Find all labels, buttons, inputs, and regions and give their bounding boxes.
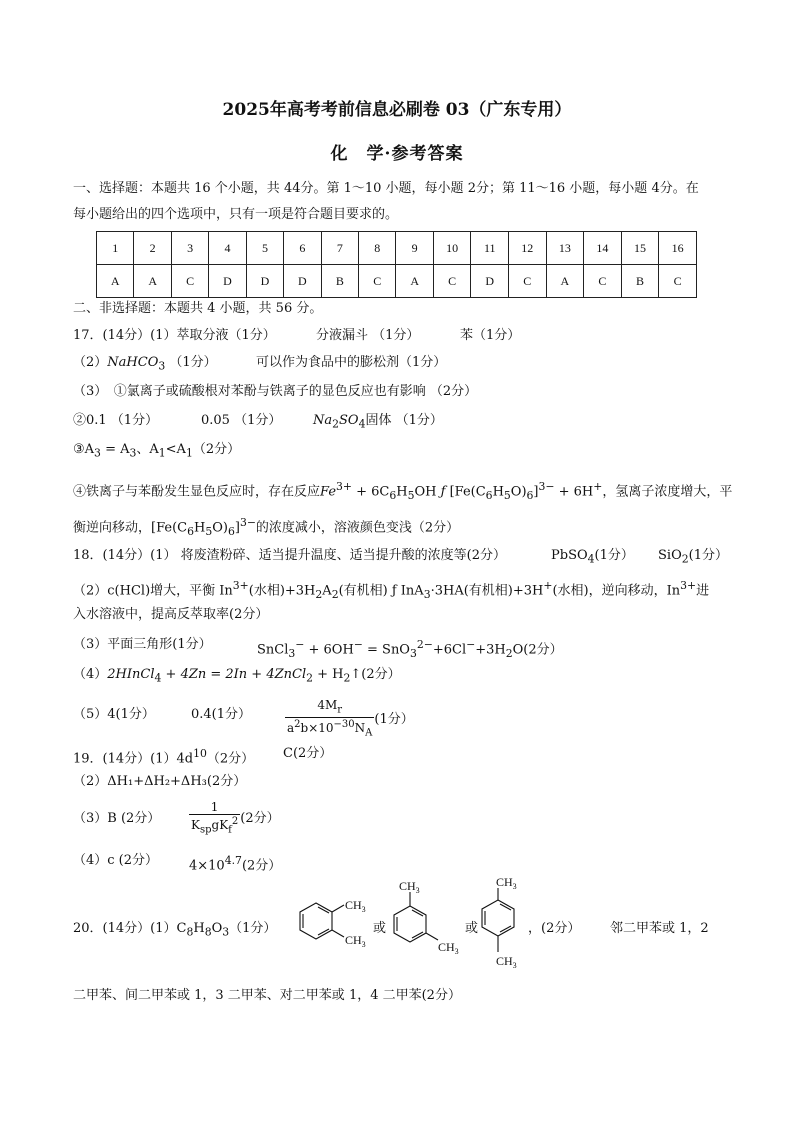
q18-line4: （3）平面三角形(1分） SnCl$_3$− + $6OH^- = SnO_3^{2-}+6Cl^-+3H_2O(2$分） (73, 637, 563, 660)
svg-text:CH3: $CH_3$ (345, 933, 366, 949)
answer-number-cell: 5 (246, 232, 283, 265)
answer-number-cell: 12 (509, 232, 547, 265)
q17-line7: 衡逆向移动，$[Fe(C_6H_5O)_6]^{3-}$的浓度减小，溶液颜色变浅（2分） (73, 516, 460, 538)
answer-number-cell: 6 (284, 232, 321, 265)
answer-table-answer-row (97, 265, 697, 298)
q17-line3: （3） ①氯离子或硫酸根对苯酚与铁离子的显色反应也有影响 （2分） (73, 384, 478, 399)
answer-choice-cell: B (621, 265, 659, 298)
answer-choice-cell: D (284, 265, 321, 298)
answer-number-cell: 2 (134, 232, 171, 265)
section1-line1: 一、选择题：本题共 16 个小题，共 44分。第 1～10 小题，每小题 2分；第 11～16 小题，每小题 4分。在 (73, 181, 699, 196)
answer-choice-cell: C (171, 265, 208, 298)
answer-number-cell: 8 (359, 232, 396, 265)
q20-names-1: 邻二甲苯或 1，2 (610, 921, 709, 936)
answer-number-cell: 16 (659, 232, 697, 265)
answer-choice-cell: C (359, 265, 396, 298)
q20-or-1: 或 (373, 921, 387, 936)
svg-text:CH3: $CH_3$ (399, 880, 420, 895)
q20-points: ，(2分） (528, 921, 581, 936)
answer-number-cell: 14 (584, 232, 622, 265)
q18-line2: （2）c(HCl)增大，平衡 $In^{3+}$(水相)$+3H_2A_2$(有机相) ƒ InA$_3$·3HA(有机相)+3H+(水相)，逆向移动，$In^{3+}$进 (73, 579, 710, 601)
q17-line5: $③A_3 = A_3$、$A_1<A_1(2$分） (73, 442, 241, 460)
answer-choice-cell: D (209, 265, 246, 298)
q17-l1a: 17．(14分）(1）萃取分液（1分） (73, 328, 276, 343)
q19-line1: 19．(14分）$(1)4d^{10}(2$分） C(2分） (73, 746, 333, 767)
q17-l2d: （1分） (169, 355, 217, 370)
q20-or-2: 或 (465, 921, 479, 936)
m-xylene-structure (386, 880, 471, 965)
q17-l1b: 分液漏斗 （1分） (316, 328, 420, 343)
answer-table (96, 231, 697, 298)
answer-choice-cell: A (396, 265, 433, 298)
q18-line1: 18．(14分）(1） 将废渣粉碎、适当提升温度、适当提升酸的浓度等(2分） PbSO$_4$(1分） SiO$_2$(1分） (73, 548, 728, 566)
answer-table-number-row (97, 232, 697, 265)
q17-l2e: 可以作为食品中的膨松剂（1分） (256, 355, 447, 370)
o-xylene-structure (296, 895, 376, 955)
svg-text:CH3: $CH_3$ (345, 898, 366, 914)
answer-choice-cell: C (433, 265, 471, 298)
answer-number-cell: 4 (209, 232, 246, 265)
q18-density-fraction: $\frac{4M_r}{a^2b\times 10^{-30}N_A}$ (287, 698, 373, 739)
q20-line1: 20．(14分）$(1)C_8H_8O_3(1$分） (73, 921, 277, 939)
answer-choice-cell: D (471, 265, 509, 298)
answer-number-cell: 9 (396, 232, 433, 265)
q19-fraction: $\frac{1}{K_{sp}gK_f^2}$ (191, 800, 239, 836)
q17-nahco3-sub: 3 (158, 359, 166, 373)
section2-heading: 二、非选择题：本题共 4 小题，共 56 分。 (73, 301, 323, 316)
q17-line1 (73, 327, 521, 345)
section1-line2: 每小题给出的四个选项中，只有一项是符合题目要求的。 (73, 207, 399, 222)
q19-line4: （4）c (2分） $4\times 10^{4.7}(2$分） (73, 853, 282, 874)
answer-number-cell: 1 (97, 232, 134, 265)
answer-choice-cell: C (659, 265, 697, 298)
q18-line6: （5）4(1分） 0.4(1分） $\frac{4M_r}{a^2b\times 10^{-30}N_A}$ (1分） (73, 698, 414, 739)
answer-number-cell: 15 (621, 232, 659, 265)
p-xylene-structure (478, 872, 528, 977)
svg-text:CH3: $CH_3$ (496, 954, 517, 970)
answer-choice-cell: D (246, 265, 283, 298)
answer-choice-cell: A (97, 265, 134, 298)
answer-number-cell: 11 (471, 232, 509, 265)
page-subtitle: 化 学·参考答案 (330, 144, 464, 164)
q17-line4 (73, 412, 443, 431)
q17-line6: ④铁离子与苯酚发生显色反应时，存在反应$Fe^{3+} + 6C_6H_5OH$ ƒ $[Fe(C_6H_5O)_6]^{3-} + 6H^+$，氢离子浓度增大，平 (73, 480, 733, 502)
answer-choice-cell: C (509, 265, 547, 298)
q17-na2so4: $Na_2SO_4$固体 （1分） (313, 413, 443, 431)
answer-choice-cell: B (321, 265, 358, 298)
svg-text:CH3: $CH_3$ (496, 875, 517, 891)
answer-number-cell: 3 (171, 232, 208, 265)
q17-l2a: （2） (73, 355, 108, 370)
answer-choice-cell: A (546, 265, 584, 298)
q18-line5: （4）2HInCl$_4$ + 4Zn = 2In + 4ZnCl$_2$ + $H_2↑(2$分） (73, 667, 401, 685)
answer-choice-cell: A (134, 265, 171, 298)
q20-line2: 二甲苯、间二甲苯或 1，3 二甲苯、对二甲苯或 1，4 二甲苯(2分） (73, 988, 461, 1003)
q18-line3: 入水溶液中，提高反萃取率(2分） (73, 607, 269, 622)
q17-line2 (73, 354, 447, 376)
page-title: 2025年高考考前信息必刷卷 03（广东专用） (222, 100, 572, 120)
svg-text:CH3: $CH_3$ (438, 940, 459, 956)
answer-choice-cell: C (584, 265, 622, 298)
answer-number-cell: 7 (321, 232, 358, 265)
q17-l4b: 0.05 （1分） (201, 413, 282, 428)
answer-number-cell: 13 (546, 232, 584, 265)
q19-line2: （2）ΔH₁+ΔH₂+ΔH₃(2分） (73, 774, 247, 789)
q19-line3: （3）B (2分） $\frac{1}{K_{sp}gK_f^2}$ (2分） (73, 800, 280, 836)
answer-number-cell: 10 (433, 232, 471, 265)
q17-l1c: 苯（1分） (460, 328, 521, 343)
q17-nahco3: NaHCO (107, 355, 159, 370)
q17-l4a: ②0.1 （1分） (73, 413, 159, 428)
